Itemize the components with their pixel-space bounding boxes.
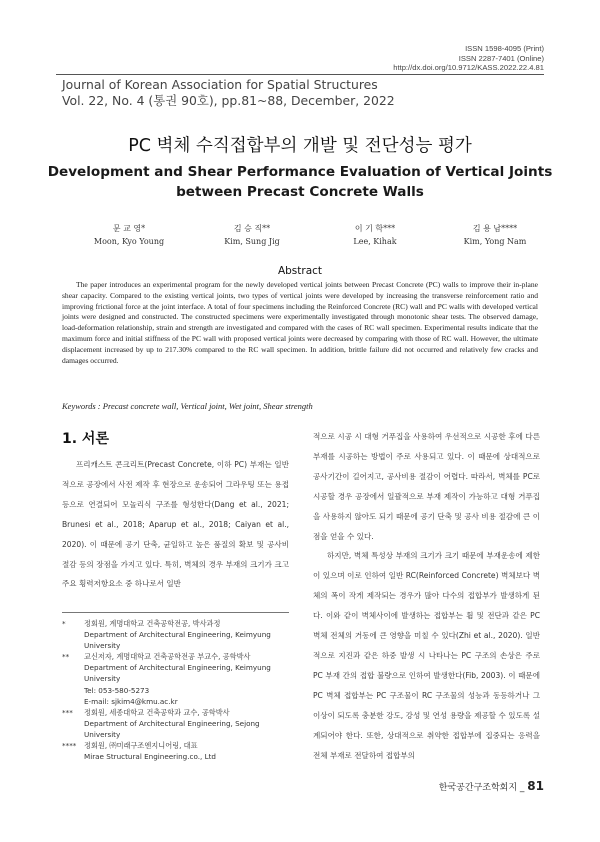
footnotes	[62, 618, 289, 762]
footnote-rule	[62, 612, 289, 613]
author	[182, 222, 322, 248]
author-name-en: Moon, Kyo Young	[93, 237, 165, 246]
abstract-body: The paper introduces an experimental program for the newly developed vertical joints between Precast Concrete (PC) walls to improve their in-plane shear capacity. Compared to the existing vertical joints, two types of vertical joints were developed by increasing the transverse reinforcement ratio and improving frictional force at the joint interface. A total of four specimens including the Reinforced Concrete (RC) wall and PC walls with developed vertical joints were designed and constructed. The constructed specimens were experimentally investigated through monotonic shear tests. The observed damage, load-deformation relationship, strain and strength are investigated and compared with the cases of RC wall specimen. Experimental results indicate that the maximum force and initial stiffness of the PC wall with proposed vertical joints were decreased by comparing with those of RC wall. However, the ultimate displacement increased by up to 217.30% compared to the RC wall specimen. In addition, brittle failure did not occurred and relatively few cracks and damages occurred.	[62, 280, 538, 365]
title-english	[0, 162, 600, 202]
footnote-mark: ****	[62, 741, 77, 751]
footnote-line: 교신저자, 계명대학교 건축공학전공 부교수, 공학박사	[84, 652, 251, 662]
title-english-line: Development and Shear Performance Evaluation of Vertical Joints	[47, 164, 553, 180]
issn-print: ISSN 1598-4095 (Print)	[465, 44, 544, 53]
footnote-line: 정회원, 세종대학교 건축공학과 교수, 공학박사	[84, 707, 230, 717]
body-paragraph: 프리캐스트 콘크리트(Precast Concrete, 이하 PC) 부재는 일반적으로 공장에서 사전 제작 후 현장으로 운송되어 그라우팅 또는 용접 등으로 연결되어 모놀리식 구조를 형성한다(Dang et al., 2021; Brunesi et al., 2018; Aparup et al., 2018; Caiyan et al., 2020). 이 때문에 공기 단축, 균일하고 높은 품질의 확보 및 공사비 절감 등의 장점을 가지고 있다. 특히, 벽체의 경우 부재의 크기가 크고 주요 횡력저항요소 중 하나로서 일반	[62, 460, 289, 589]
footnote-line: 정회원, ㈜미래구조엔지니어링, 대표	[84, 741, 198, 751]
footnote-line: Department of Architectural Engineering, Keimyung University	[84, 663, 271, 684]
footnote-line: Department of Architectural Engineering, Keimyung University	[84, 630, 271, 651]
page-number: 81	[527, 779, 544, 793]
right-column	[313, 427, 540, 765]
author	[305, 222, 445, 248]
journal-issue: Vol. 22, No. 4 (통권 90호), pp.81~88, December, 2022	[62, 93, 395, 108]
footnote	[62, 707, 289, 740]
journal-name: Journal of Korean Association for Spatial Structures	[62, 77, 378, 92]
author-name-ko: 이 기 학***	[354, 224, 396, 233]
issn-block	[393, 44, 544, 73]
section-heading: 1. 서론	[62, 431, 109, 447]
body-paragraph: 하지만, 벽체 특성상 부재의 크기가 크기 때문에 부재운송에 제한이 있으며 이로 인하여 일반 RC(Reinforced Concrete) 벽체보다 벽체의 폭이 작게 제작되는 경우가 많아 다수의 접합부가 발생하게 된다. 이와 같이 벽체사이에 발생하는 접합부는 휨 및 전단과 같은 PC 벽체 전체의 거동에 큰 영향을 미칠 수 있다(Zhi et al., 2020). 일반적으로 지진과 같은 하중 발생 시 나타나는 PC 구조의 손상은 주로 PC 부재 간의 접합 불량으로 인하여 발생한다(Fib, 2003). 이 때문에 PC 벽체 접합부는 PC 구조물이 RC 구조물의 성능과 동등하거나 그 이상이 되도록 충분한 강도, 강성 및 연성 용량을 제공할 수 있도록 설계되어야 한다. 또한, 상대적으로 취약한 접합부에 집중되는 응력을 전체 부재로 전달하여 접합부의	[313, 551, 540, 760]
keywords-label: Keywords :	[62, 401, 101, 411]
footnote-line: Tel: 053-580-5273	[84, 685, 150, 695]
footnote-mark: **	[62, 652, 70, 662]
abstract-heading: Abstract	[277, 265, 323, 277]
keywords-text: Precast concrete wall, Vertical joint, Wet joint, Shear strength	[102, 401, 313, 411]
title-korean: PC 벽체 수직접합부의 개발 및 전단성능 평가	[128, 136, 472, 156]
footnote	[62, 651, 289, 706]
author	[425, 222, 565, 248]
title-english-line: between Precast Concrete Walls	[176, 184, 424, 200]
issn-online: ISSN 2287-7401 (Online)	[458, 53, 544, 63]
footnote-line: E-mail: sjkim4@kmu.ac.kr	[84, 696, 178, 706]
footnote-mark: *	[62, 619, 66, 628]
footer-journal: 한국공간구조학회지	[438, 783, 518, 793]
page-footer: 한국공간구조학회지 _ 81	[438, 779, 544, 793]
author-name-ko: 문 교 영*	[112, 224, 146, 233]
footnote	[62, 618, 289, 651]
author-name-ko: 김 승 직**	[233, 224, 271, 233]
footnote-line: Mirae Structural Engineering.co., Ltd	[84, 752, 216, 762]
author-name-ko: 김 용 남****	[472, 224, 518, 233]
left-column	[62, 455, 289, 594]
footnote-line: 정회원, 계명대학교 건축공학전공, 박사과정	[84, 619, 221, 628]
author-name-en: Kim, Sung Jig	[224, 237, 280, 246]
author-name-en: Kim, Yong Nam	[463, 237, 527, 246]
footnote-line: Department of Architectural Engineering, Sejong University	[84, 718, 260, 739]
body-paragraph: 적으로 시공 시 대형 거푸집을 사용하여 우선적으로 시공한 후에 다른 부재를 시공하는 방법이 주로 사용되고 있다. 이 때문에 상대적으로 공사기간이 길어지고, 공사비용 절감이 어렵다. 따라서, 벽체를 PC로 시공할 경우 공장에서 일괄적으로 부재 제작이 가능하고 대형 거푸집을 사용하지 않아도 되기 때문에 공기 단축 및 공사 비용 절감에 큰 이점을 얻을 수 있다.	[313, 432, 540, 541]
header-rule	[56, 74, 544, 75]
doi-link[interactable]: http://dx.doi.org/10.9712/KASS.2022.22.4.81	[393, 63, 544, 73]
author-name-en: Lee, Kihak	[353, 237, 397, 246]
author	[59, 222, 199, 248]
footnote-mark: ***	[62, 707, 73, 717]
footnote	[62, 740, 289, 762]
journal-info	[62, 77, 395, 109]
keywords-line	[62, 401, 538, 411]
